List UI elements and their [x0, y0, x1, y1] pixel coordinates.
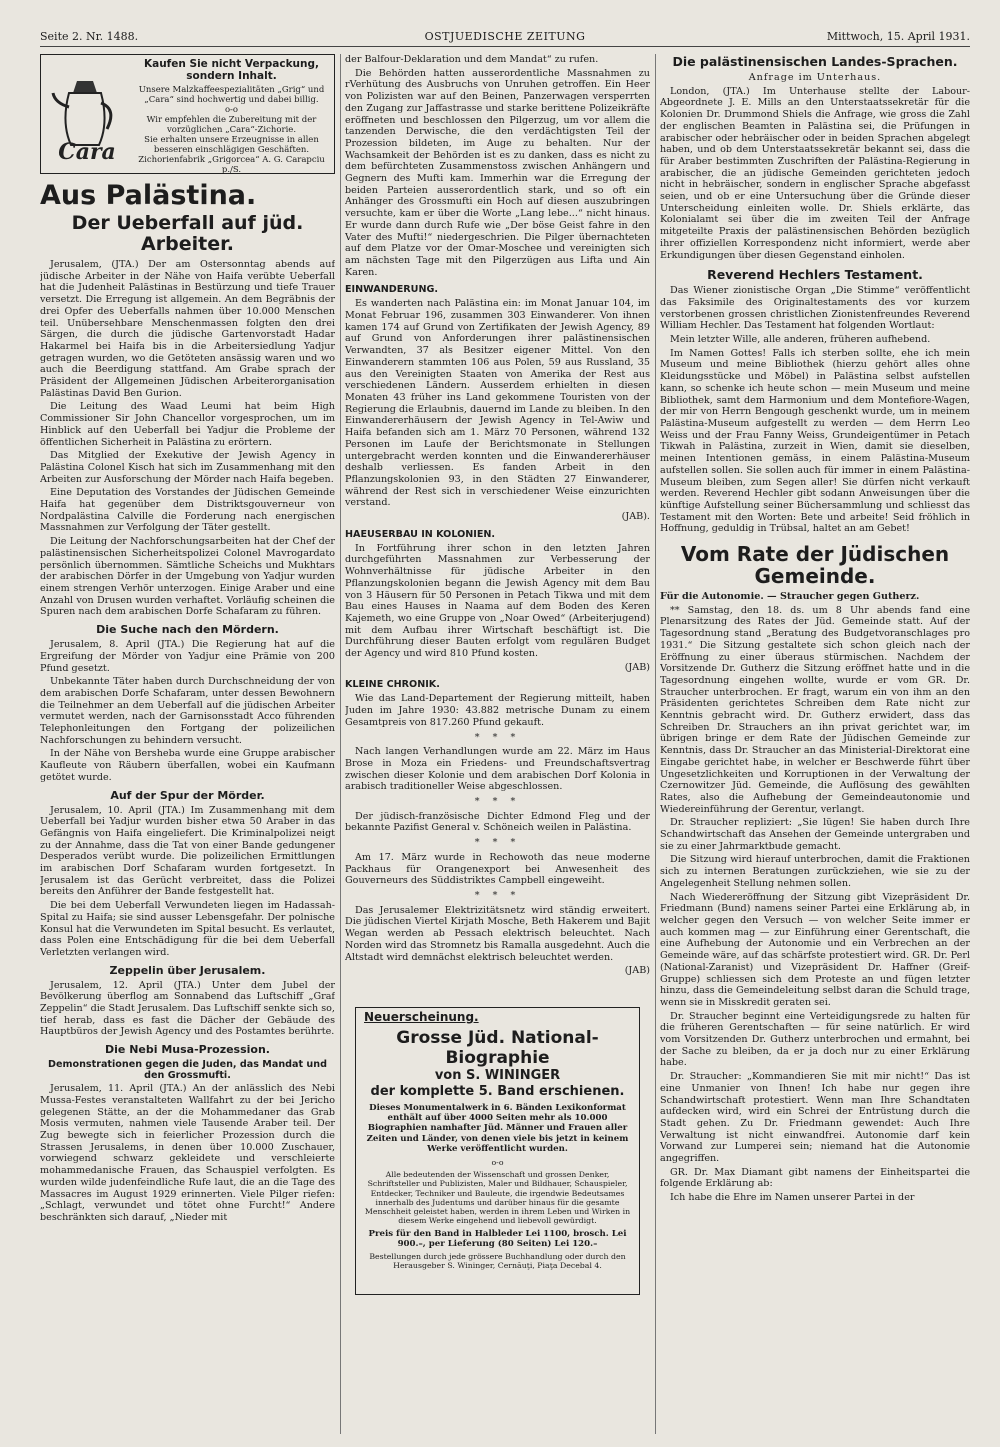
ad-subtitle: der komplette 5. Band erschienen.	[370, 1083, 625, 1099]
separator-stars: * * *	[474, 796, 521, 808]
article-paragraph: Dr. Straucher: „Kommandieren Sie mit mir nicht!“ Das ist eine Unmanier von Ihnen! Ich habe nur gegen ihre Schandwirtschaft protestiert. Wenn man Ihre Schandtaten aufdecken wird, wird ein Schrei der Entrüstung durch die Stadt gehen. Zu Dr. Friedmann gewendet: Auch Ihre Verwaltung ist nicht einwandfrei. Autonomie darf kein Vorwand zur Lumperei sein; niemand hat die Autonomie angegriffen.	[660, 1071, 970, 1165]
article-paragraph: Ich habe die Ehre im Namen unserer Partei in der	[670, 1192, 915, 1204]
article-paragraph: Die Sitzung wird hierauf unterbrochen, damit die Fraktionen sich zu internen Beratungen zurückziehen, wie sie zu der Angelegenheit Stellung nehmen sollen.	[660, 854, 970, 889]
byline: (JAB).	[621, 511, 650, 523]
article-paragraph: In der Nähe von Bersheba wurde eine Gruppe arabischer Kaufleute von Räubern überfallen, wobei ein Kaufmann getötet wurde.	[40, 748, 335, 783]
article-paragraph: Jerusalem, 12. April (JTA.) Unter dem Jubel der Bevölkerung überflog am Sonnabend das Luftschiff „Graf Zeppelin“ die Stadt Jerusalem. Das Luftschiff senkte sich so, tief herab, dass es fast die Dächer der Gebäude des Hauptbüros der Jewish Agency und des Postamtes berührte.	[40, 979, 335, 1038]
separator-stars: * * *	[474, 837, 521, 849]
ad-headline	[133, 59, 330, 82]
article-paragraph: Unbekannte Täter haben durch Durchschneidung der von dem arabischen Dorfe Schafaram, unter dessen Bewohnern die Teilnehmer an dem Ueberfall auf die jüdischen Arbeiter vermutet werden, nach der Garnisonsstadt Acco führenden Telephonleitungen den Fortgang der polizeilichen Nachforschungen zu behindern versucht.	[40, 676, 335, 746]
article-headline: Der Ueberfall auf jüd. Arbeiter.	[71, 212, 304, 255]
byline: (JAB)	[624, 965, 650, 977]
news-item: Der jüdisch-französische Dichter Edmond Fleg und der bekannte Pazifist General v. Schöneich weilen in Palästina.	[345, 810, 650, 834]
section-heading: HAEUSERBAU IN KOLONIEN.	[345, 528, 496, 540]
article-headline: Die palästinensischen Landes-Sprachen.	[672, 54, 958, 69]
news-item: Wie das Land-Departement der Regierung mitteilt, haben Juden im Jahre 1930: 43.882 metrische Dunam zu einem Gesamtpreis von 817.260 Pfund gekauft.	[345, 693, 650, 728]
cara-advertisement	[40, 54, 335, 174]
news-item: Am 17. März wurde in Rechowoth das neue moderne Packhaus für Orangenexport bei Anwesenheit des Gouverneurs des Süddistriktes Campbell eingeweiht.	[345, 851, 650, 887]
separator-stars: * * *	[474, 731, 521, 743]
article-paragraph: Das Mitglied der Exekutive der Jewish Agency in Palästina Colonel Kisch hat sich im Zusammenhang mit den Arbeiten zur Ausforschung der Mörder nach Haifa begeben.	[40, 450, 335, 485]
column-3	[660, 54, 970, 1439]
ad-firm: Zichorienfabrik „Grigorcea“ A. G. Carapciu p./S.	[138, 155, 325, 175]
ad-body: Unsere Malzkaffeespezialitäten „Grig“ und „Cara“ sind hochwertig und dabei billig.	[138, 85, 325, 105]
article-paragraph: Es wanderten nach Palästina ein: im Monat Januar 104, im Monat Februar 196, zusammen 303 Einwanderer. Von ihnen kamen 174 auf Grund von Zertifikaten der Jewish Agency, 89 auf Grund von Anforderungen ihrer palästinensischen Verwandten, 37 als Besitzer eigener Mittel. Von den Einwanderern stammten 106 aus Polen, 59 aus Russland, 35 aus den Vereinigten Staaten von Amerika der Rest aus verschiedenen Ländern. Ausserdem erhielten in diesen Monaten 43 früher ins Land gekommene Touristen von der Regierung die Erlaubnis, dauernd im Lande zu bleiben. In den Einwandererhäusern der Jewish Agency in Tel-Awiw und Haifa befanden sich am 1. März 70 Personen, während 132 Personen im Laufe der Berichtsmonate in Stellungen untergebracht werden konnten und die Einwandererhäuser deshalb verliessen. Es fanden Arbeit in den Pflanzungskolonien 93, in den Städten 27 Einwanderer, während der Rest sich in verschiedener Weise einzurichten verstand.	[345, 298, 650, 509]
biography-advertisement	[355, 1007, 640, 1295]
column-divider	[340, 54, 341, 1434]
article-paragraph: In Fortführung ihrer schon in den letzten Jahren durchgeführten Massnahmen zur Verbesserung der Wohnverhältnisse für jüdische Arbeiter in den Pflanzungskolonien begann die Jewish Agency mit dem Bau von 3 Häusern für 50 Personen in Petach Tikwa und mit dem Bau eines Hauses in Naama auf dem Boden des Keren Kajemeth, wo eine Gruppe von „Noar Owed“ (Arbeiterjugend) mit dem Aufbau ihrer Wirtschaft beschäftigt ist. Die Durchführung dieser Bauten erfolgt vom regulären Budget der Agency und wird 810 Pfund kosten.	[345, 542, 650, 660]
article-paragraph: Die bei dem Ueberfall Verwundeten liegen im Hadassah-Spital zu Haifa; sie sind ausser Lebensgefahr. Der polnische Konsul hat die Verwundeten im Spital besucht. Es verlautet, dass Polen eine Entschädigung für die bei dem Ueberfall Verletzten verlangen wird.	[40, 900, 335, 958]
article-paragraph: Dr. Straucher repliziert: „Sie lügen! Sie haben durch Ihre Schandwirtschaft das Ansehen der Gemeinde untergraben und sie zu einer Jahrmarktbude gemacht.	[660, 817, 970, 852]
page-number: Seite 2. Nr. 1488.	[40, 30, 139, 43]
coffee-pot-logo-icon	[47, 73, 127, 163]
ad-body: Wir empfehlen die Zubereitung mit der vorzüglichen „Cara“-Zichorie.	[146, 115, 317, 135]
section-heading: Auf der Spur der Mörder.	[110, 788, 265, 802]
article-paragraph: der Balfour-Deklaration und dem Mandat“ zu rufen.	[345, 54, 599, 65]
article-paragraph: London, (JTA.) Im Unterhause stellte der Labour-Abgeordnete J. E. Mills an den Unterstaatssekretär für die Kolonien Dr. Drummond Shiels die Anfrage, wie gross die Zahl der englischen Beamten in Palästina sei, die Prüfungen in arabischer oder hebräischer oder in beiden Sprachen abgelegt haben, und ob dem Unterstaatssekretär bekannt sei, dass die für Araber bestimmten Zuschriften der Palästina-Regierung in arabischer, die an jüdische Gemeinden gerichteten jedoch nicht in hebräischer, sondern in englischer Sprache abgefasst seien, und ob er eine Untersuchung über die Gründe dieser Unterscheidung einleiten wolle. Dr. Shiels erklärte, das Kolonialamt sei über die im zweiten Teil der Anfrage mitgeteilte Praxis der palästinensischen Behörden bezüglich ihrer offiziellen Korrespondenz nicht informiert, werde aber Erkundigungen über diesen Gegenstand einholen.	[660, 85, 970, 261]
news-item: Nach langen Verhandlungen wurde am 22. März im Haus Brose in Moza ein Friedens- und Freundschaftsvertrag zwischen dieser Kolonie und dem arabischen Dorf Kolonia in arabisch traditioneller Weise abgeschlossen.	[345, 746, 650, 793]
ad-author: von S. WININGER	[434, 1067, 561, 1083]
section-heading: Zeppelin über Jerusalem.	[109, 963, 266, 977]
article-paragraph: Die Leitung des Waad Leumi hat beim High Commissioner Sir John Chancellor vorgesprochen, um im Hinblick auf den Ueberfall bei Yadjur die Probleme der öffentlichen Sicherheit in Palästina zu erörtern.	[40, 401, 335, 448]
article-paragraph: Im Namen Gottes! Falls ich sterben sollte, ehe ich mein Museum und meine Bibliothek (hierzu gehört alles ohne Kleidungsstücke und Möbel) in Palästina selbst aufstellen kann, so schenke ich heute schon — mein Museum und meine Bibliothek, samt dem Harmonium und dem Montefiore-Wagen, der mir von Herrn Bengough geschenkt wurde, um in meinem Palästina-Museum aufgestellt zu werden — dem Herrn Leo Weiss und der Frau Fanny Weiss, Grundeigentümer in Petach Tikwah in Palästina, zurzeit in Wien, damit sie dieselben, meinen Intentionen gemäss, in einem Palästina-Museum aufstellen sollen. Sie sollen auch für immer in einem Palästina-Museum bleiben, zum Segen aller! Sie dürfen nicht verkauft werden. Reverend Hechler gibt sodann Anweisungen über die künftige Aufstellung seiner Büchersammlung und schliesst das Testament mit den Worten: Bete und arbeite! Seid fröhlich in Hoffnung, geduldig in Trübsal, haltet an am Gebet!	[660, 347, 970, 535]
article-headline: Reverend Hechlers Testament.	[707, 267, 923, 283]
article-paragraph: ** Samstag, den 18. ds. um 8 Uhr abends fand eine Plenarsitzung des Rates der Jüd. Gemeinde statt. Auf der Tagesordnung stand „Beratung des Budgetvoranschlages pro 1931.“ Die Sitzung gestaltete sich schon gleich nach der Eröffnung zu einer überaus stürmischen. Nachdem der Vorsitzende Dr. Gutherz die Sitzung eröffnet hatte und in die Tagesordnung eingehen wollte, wurde er vom GR. Dr. Straucher unterbrochen. Er fragt, warum ein von ihm an den Präsidenten gerichtetes Schreiben dem Rate nicht zur Kenntnis gebracht wird. Dr. Gutherz erwidert, dass das Schreiben Dr. Strauchers an ihn privat gerichtet war, im übrigen bringe er dem Rate der Jüdischen Gemeinde zur Kenntnis, dass Dr. Straucher an das Ministerial-Direktorat eine Eingabe gerichtet habe, in welcher er Beschwerde führt über Ungesetzlichkeiten und Korruptionen in der Verwaltung der Czernowitzer Jüd. Gemeinde, die Auflösung des gewählten Rates, also die Aufhebung der Gemeindeautonomie und Wiedereinführung der Gerentur, verlangt.	[660, 604, 970, 815]
masthead	[40, 30, 970, 47]
column-divider	[655, 54, 656, 1434]
article-paragraph: Nach Wiedereröffnung der Sitzung gibt Vizepräsident Dr. Friedmann (Bund) namens seiner Partei eine Erklärung ab, in welcher gegen den Versuch — von welcher Seite immer er auch kommen mag — zur Einführung einer Gerentschaft, die eine Aufhebung der Autonomie und ein Verbrechen an der Gemeinde wäre, auf das schärfste protestiert wird. GR. Dr. Perl (National-Zaranist) und Vizepräsident Dr. Haffner (Greif-Gruppe) schliessen sich dem Proteste an und fügen letzter hinzu, dass die Gemeindeleitung selbst daran die Schuld trage, wenn sie in Misskredit geraten sei.	[660, 891, 970, 1008]
section-heading: KLEINE CHRONIK.	[345, 679, 440, 691]
issue-date: Mittwoch, 15. April 1931.	[826, 30, 970, 43]
article-dek: Für die Autonomie. — Straucher gegen Gutherz.	[660, 591, 920, 603]
ad-price: Preis für den Band in Halbleder Lei 1100, brosch. Lei 900.–, per Lieferung (80 Seiten) Lei 120.–	[368, 1228, 627, 1250]
ad-list: Alle bedeutenden der Wissenschaft und grossen Denker, Schriftsteller und Publizisten, Maler und Bildhauer, Schauspieler, Entdecker, Techniker und Bauleute, die irgendwie Bedeutsames innerhalb des Judentums und darüber hinaus für die gesamte Menschheit geleistet haben, werden in ihrem Leben und Wirken in diesem Werke eingehend und liebevoll gewürdigt.	[364, 1169, 631, 1226]
news-item: Das Jerusalemer Elektrizitätsnetz wird ständig erweitert. Die jüdischen Viertel Kirjath Mosche, Beth Hakerem und Bajit Wegan werden ab Pessach elektrisch beleuchtet. Nach Norden wird das Stromnetz bis Ramalla ausgedehnt. Auch die Altstadt wird demnächst elektrisch beleuchtet werden.	[345, 904, 650, 963]
article-paragraph: Jerusalem, (JTA.) Der am Ostersonntag abends auf jüdische Arbeiter in der Nähe von Haifa verübte Ueberfall hat die Judenheit Palästinas in Bestürzung und tiefe Trauer versetzt. Die Erregung ist allgemein. An dem Begräbnis der drei Opfer des Ueberfalls nahmen über 10.000 Menschen teil. Unübersehbare Menschenmassen folgten den drei Särgen, die durch die jüdische Gartenvorstadt Hadar Hakarmel bei Haifa bis in die Arbeitersiedlung Yadjur getragen wurden, wo die Getöteten ansässig waren und wo auch die Beerdigung stattfand. Am Grabe sprach der Präsident der Allgemeinen Jüdischen Arbeiterorganisation Palästinas David Ben Gurion.	[40, 259, 335, 399]
article-paragraph: GR. Dr. Max Diamant gibt namens der Einheitspartei die folgende Erklärung ab:	[660, 1166, 970, 1190]
article-subheading: Anfrage im Unterhaus.	[748, 72, 882, 83]
column-2	[345, 54, 650, 1439]
separator-stars: * * *	[474, 890, 521, 901]
section-heading: Die Suche nach den Mördern.	[96, 623, 279, 637]
newspaper-title: OSTJUEDISCHE ZEITUNG	[424, 30, 586, 43]
ad-description: Dieses Monumentalwerk in 6. Bänden Lexikonformat enthält auf über 4000 Seiten mehr als 10.000 Biographien namhafter Jüd. Männer und Frauen aller Zeiten und Länder, von denen viele bis jetzt in keinem Werke veröffentlicht wurden.	[366, 1102, 629, 1155]
section-dek: Demonstrationen gegen die Juden, das Mandat und den Grossmufti.	[48, 1059, 327, 1082]
article-paragraph: Jerusalem, 11. April (JTA.) An der anlässlich des Nebi Mussa-Festes veranstalteten Wallfahrt zu der bei Jericho gelegenen Stätte, an der die Mohammedaner das Grab Mosis vermuten, nahmen viele Tausende Araber teil. Der Zug bewegte sich in feierlicher Prozession durch die Strassen Jerusalems, in denen über 10.000 Zuschauer, vorwiegend schwarz gekleidete und verschleierte mohammedanische Frauen, das Schauspiel verfolgten. Es wurden wilde judenfeindliche Rufe laut, die an die Tage des Massacres im August 1929 erinnerten. Viele Pilger riefen: „Schlagt, verwundet und tötet ohne Furcht!“ Andere beschränkten sich darauf, „Nieder mit	[40, 1083, 335, 1223]
article-paragraph: Mein letzter Wille, alle anderen, früheren aufhebend.	[670, 334, 931, 346]
article-paragraph: Die Behörden hatten ausserordentliche Massnahmen zu rVerhütung des Ausbruchs von Unruhen getroffen. Ein Heer von Polizisten war auf den Beinen, Panzerwagen versperrten den Zugang zur Jaffastrasse und starke berittene Polizeikräfte eröffneten und beschlossen den Pilgerzug, um vor allem die tanzenden Derwische, die den verdächtigsten Teil der Prozession bildeten, im Auge zu behalten. Nur der Wachsamkeit der Behörden ist es zu danken, dass es nicht zu dem befürchteten Zusammenstoss zwischen Anhängern und Gegnern des Mufti kam. Immerhin war die Erregung der beiden Parteien ausserordentlich stark, und so oft ein Anhänger des Grossmufti ein Hoch auf diesen auszubringen versuchte, kam er über die Worte „Lang lebe...“ nicht hinaus. Er wurde dann durch Rufe wie „Der böse Geist fahre in den Vater des Mufti!“ niedergeschrien. Die Pilger übernachteten auf dem Platze vor der Omar-Moschee und vereinigten sich am nächsten Tage mit den Pilgerzügen aus Lifta und Ain Karen.	[345, 67, 650, 278]
byline: (JAB)	[624, 661, 650, 673]
ad-title: Grosse Jüd. National-Biographie	[396, 1027, 599, 1068]
article-paragraph: Jerusalem, 10. April (JTA.) Im Zusammenhang mit dem Ueberfall bei Yadjur wurden bisher etwa 50 Araber in das Gefängnis von Haifa eingeliefert. Die Kriminalpolizei neigt zu der Annahme, dass die Tat von einer Bande gedungener Desperados verübt wurde. Die polizeilichen Ermittlungen im arabischen Dorf Schafaram wurden fortgesetzt. In Jerusalem ist das Gerücht verbreitet, dass die Polizei bereits den Anführer der Bande festgestellt hat.	[40, 804, 335, 898]
ad-divider: o-o	[491, 1157, 504, 1167]
ad-headline-line2: sondern Inhalt.	[186, 69, 277, 82]
ad-body: Sie erhalten unsere Erzeugnisse in allen besseren einschlägigen Geschäften.	[144, 135, 319, 155]
section-heading: Die Nebi Musa-Prozession.	[105, 1043, 270, 1057]
article-paragraph: Eine Deputation des Vorstandes der Jüdischen Gemeinde Haifa hat gegenüber dem Distriktsgouverneur von Nordpalästina Calville die Forderung nach energischen Massnahmen zur Verfolgung der Täter gestellt.	[40, 487, 335, 534]
article-paragraph: Die Leitung der Nachforschungsarbeiten hat der Chef der palästinensischen Sicherheitspolizei Colonel Mavrogardato persönlich übernommen. Sämtliche Scheichs und Mukhtars der arabischen Dörfer in der Umgebung von Yadjur wurden einem strengen Verhör unterzogen. Einige Araber und eine Anzahl von Drusen wurden verhaftet. Vorläufig scheinen die Spuren nach dem arabischen Dorfe Schafaram zu führen.	[40, 536, 335, 618]
article-headline: Vom Rate der Jüdischen Gemeinde.	[680, 542, 950, 589]
section-title: Aus Palästina.	[40, 180, 257, 211]
ad-order-info: Bestellungen durch jede grössere Buchhandlung oder durch den Herausgeber S. Wininger, Cernăuţi, Piaţa Decebal 4.	[369, 1251, 626, 1270]
article-paragraph: Dr. Straucher beginnt eine Verteidigungsrede zu halten für die früheren Gerentschaften — für seine natürlich. Er wird vom Vorsitzenden Dr. Gutherz unterbrochen und ermahnt, bei der Sache zu bleiben, da er ja doch nur zu einer Erklärung habe.	[660, 1010, 970, 1069]
column-1	[40, 54, 335, 1439]
ad-divider: o-o	[224, 105, 239, 115]
ad-headline-line1: Kaufen Sie nicht Verpackung,	[143, 58, 320, 70]
ad-label: Neuerscheinung.	[364, 1009, 479, 1024]
article-paragraph: Jerusalem, 8. April (JTA.) Die Regierung hat auf die Ergreifung der Mörder von Yadjur eine Prämie von 200 Pfund gesetzt.	[40, 639, 335, 674]
cara-logo-text: Cara	[58, 139, 116, 163]
article-paragraph: Das Wiener zionistische Organ „Die Stimme“ veröffentlicht das Faksimile des Originaltestaments des vor kurzem verstorbenen grossen christlichen Zionistenfreundes Reverend William Hechler. Das Testament hat folgenden Wortlaut:	[660, 285, 970, 332]
section-heading: EINWANDERUNG.	[345, 284, 439, 296]
